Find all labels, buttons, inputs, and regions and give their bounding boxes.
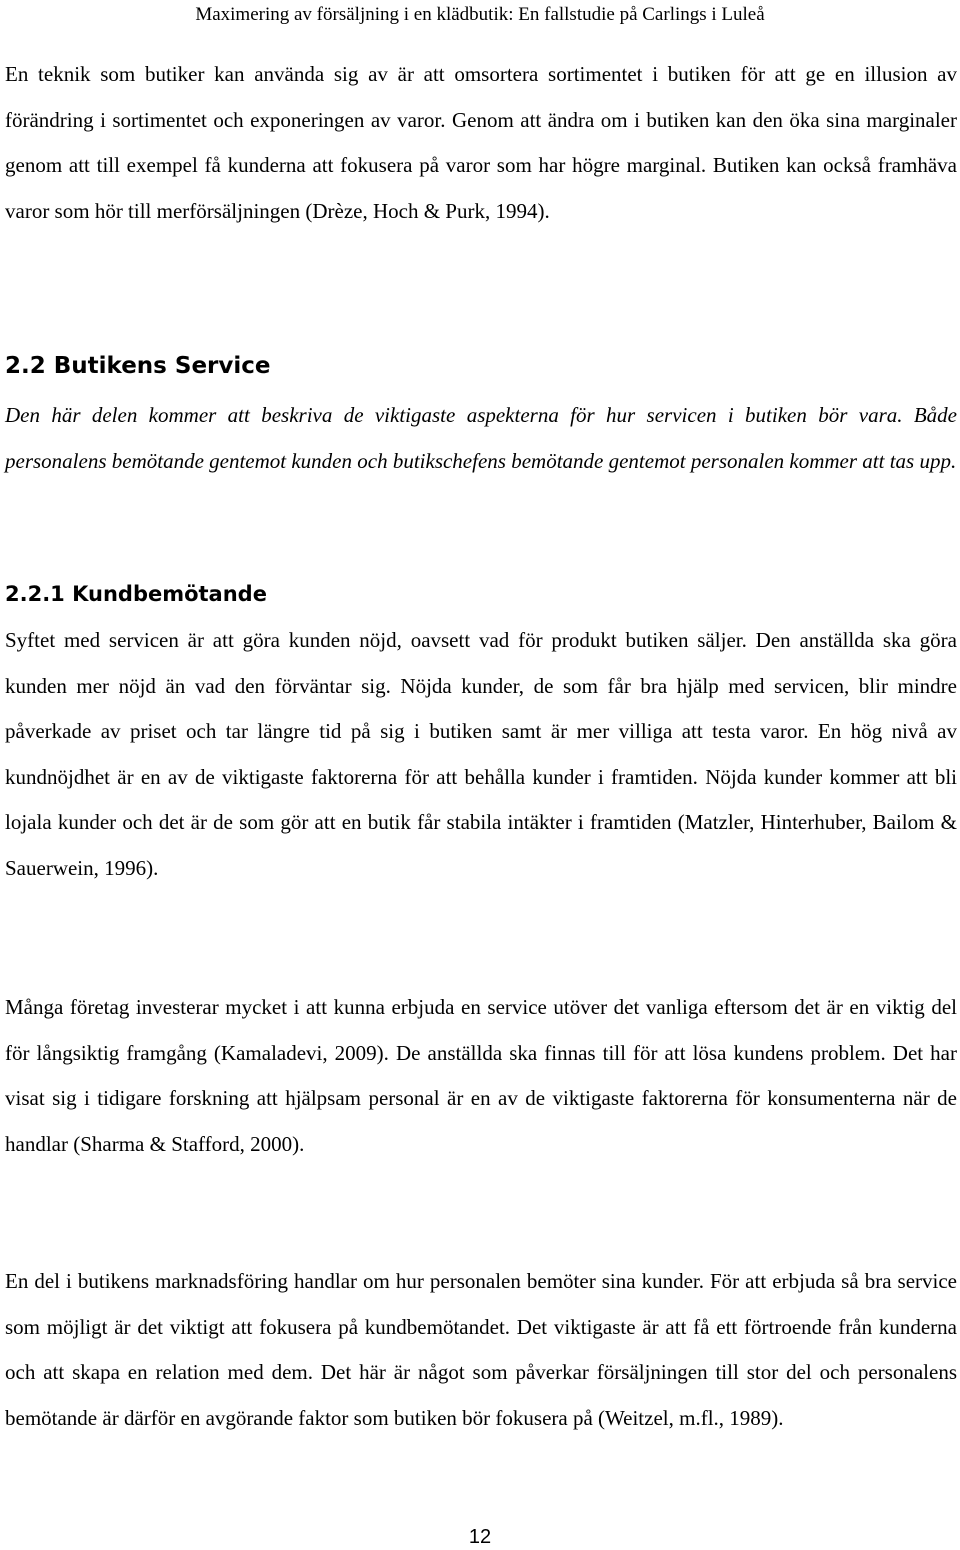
body-paragraph-2: Många företag investerar mycket i att kunna erbjuda en service utöver det vanliga eftersom det är en viktig del för långsiktig framgång (Kamaladevi, 2009). De anställda ska finnas till för att lösa kundens problem. Det har visat sig i tidigare forskning att hjälpsam personal är en av de viktigaste faktorerna för konsumenterna när de handlar (Sharma & Stafford, 2000).: [5, 995, 957, 1156]
intro-paragraph: En teknik som butiker kan använda sig av är att omsortera sortimentet i butiken för att ge en illusion av förändring i sortimentet och exponeringen av varor. Genom att ändra om i butiken kan den öka sina marginaler genom att till exempel få kunderna att fokusera på varor som har högre marginal. Butiken kan också framhäva varor som hör till merförsäljningen (Drèze, Hoch & Purk, 1994).: [5, 62, 957, 223]
page-number: 12: [468, 1526, 492, 1548]
body-paragraph-1: Syftet med servicen är att göra kunden nöjd, oavsett vad för produkt butiken säljer. Den anställda ska göra kunden mer nöjd än vad den förväntar sig. Nöjda kunder, de som får bra hjälp med servicen, blir mindre påverkade av priset och tar längre tid på sig i butiken samt är mer villiga att testa varor. En hög nivå av kundnöjdhet är en av de viktigaste faktorerna för att behålla kunder i framtiden. Nöjda kunder kommer att bli lojala kunder och det är de som gör att en butik får stabila intäkter i framtiden (Matzler, Hinterhuber, Bailom & Sauerwein, 1996).: [5, 628, 957, 880]
body-paragraph-3: En del i butikens marknadsföring handlar om hur personalen bemöter sina kunder. För att erbjuda så bra service som möjligt är det viktigt att fokusera på kundbemötandet. Det viktigaste är att få ett förtroende från kunderna och att skapa en relation med dem. Det här är något som påverkar försäljningen till stor del och personalens bemötande är därför en avgörande faktor som butiken bör fokusera på (Weitzel, m.fl., 1989).: [5, 1269, 957, 1430]
running-header: Maximering av försäljning i en klädbutik: En fallstudie på Carlings i Luleå: [195, 4, 765, 25]
section-intro-italic: Den här delen kommer att beskriva de viktigaste aspekterna för hur servicen i butiken bör vara. Både personalens bemötande gentemot kunden och butikschefens bemötande gentemot personalen kommer att tas upp.: [5, 403, 957, 473]
section-heading-2-2: 2.2 Butikens Service: [5, 353, 271, 379]
subsection-heading-2-2-1: 2.2.1 Kundbemötande: [5, 582, 267, 606]
